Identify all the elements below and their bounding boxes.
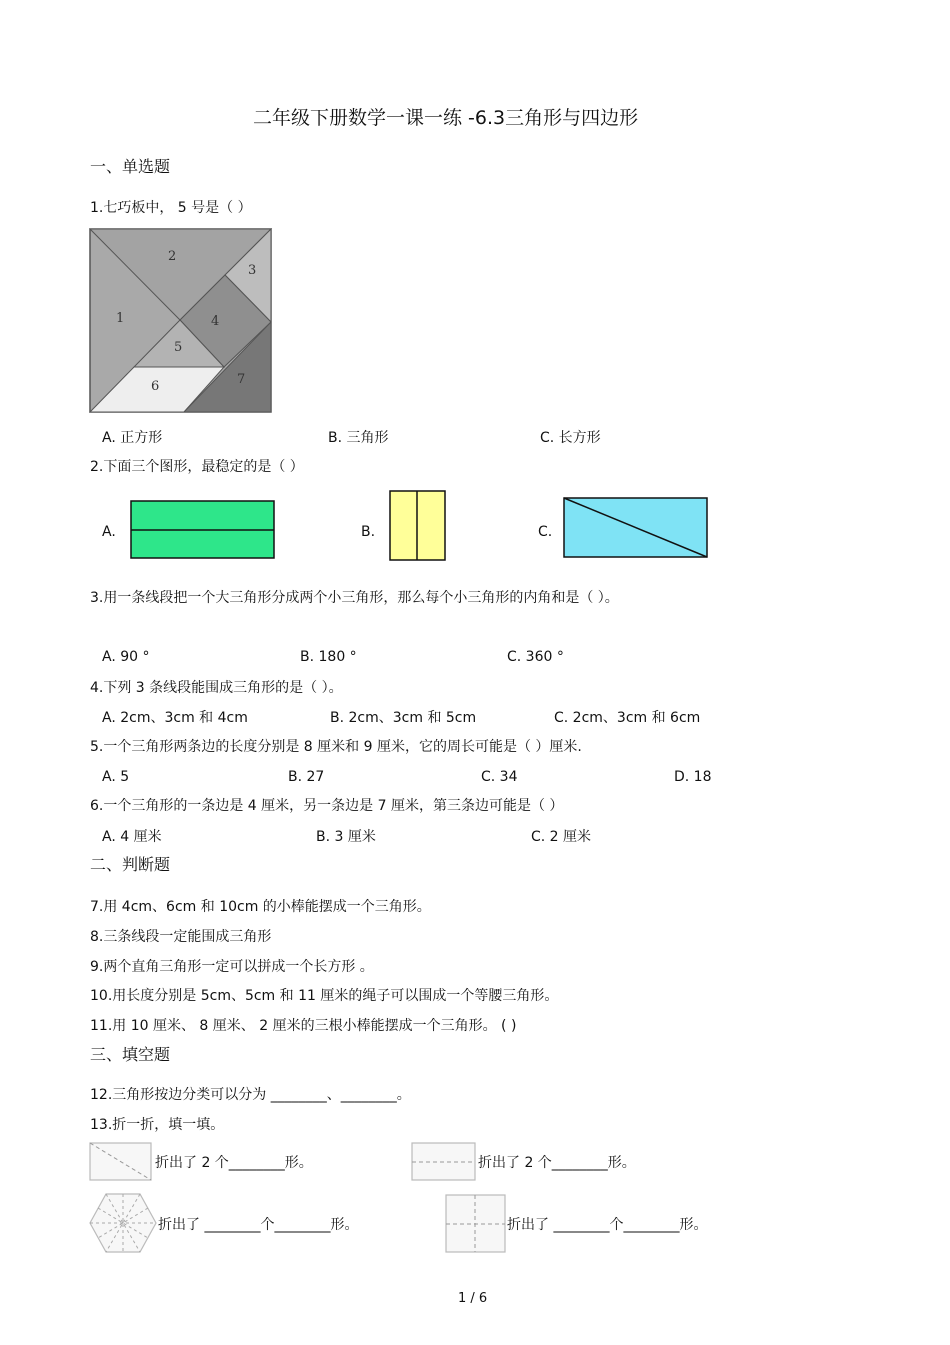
tangram-piece-5: 5	[174, 340, 183, 355]
q4-option-b[interactable]: B. 2cm、3cm 和 5cm	[330, 710, 477, 726]
question-5-text: 5.一个三角形两条边的长度分别是 8 厘米和 9 厘米，它的周长可能是（ ）厘米.	[90, 739, 582, 755]
q5-option-c[interactable]: C. 34	[481, 769, 518, 785]
judge-question-10: 10.用长度分别是 5cm、5cm 和 11 厘米的绳子可以围成一个等腰三角形。	[90, 988, 559, 1004]
q3-option-a[interactable]: A. 90 °	[102, 649, 150, 665]
q2-shape-c-rectangle	[563, 497, 709, 559]
q2-option-a[interactable]: A.	[102, 524, 116, 540]
question-1-text: 1.七巧板中， 5 号是（ ）	[90, 200, 252, 216]
q2-shape-b-rectangle	[389, 490, 447, 562]
question-12-text: 12.三角形按边分类可以分为 ________、________。	[90, 1087, 411, 1103]
tangram-piece-6: 6	[151, 379, 160, 394]
q4-option-a[interactable]: A. 2cm、3cm 和 4cm	[102, 710, 248, 726]
q13-fold-2-text: 折出了 2 个________形。	[478, 1155, 636, 1171]
section-heading-fill-blank: 三、填空题	[90, 1045, 171, 1064]
q5-option-b[interactable]: B. 27	[288, 769, 325, 785]
q3-option-b[interactable]: B. 180 °	[300, 649, 357, 665]
section-heading-single-choice: 一、单选题	[90, 157, 171, 176]
q6-option-a[interactable]: A. 4 厘米	[102, 829, 162, 845]
tangram-piece-7: 7	[237, 372, 246, 387]
q1-option-c[interactable]: C. 长方形	[540, 430, 601, 446]
tangram-piece-3: 3	[248, 263, 257, 278]
question-6-text: 6.一个三角形的一条边是 4 厘米，另一条边是 7 厘米，第三条边可能是（ ）	[90, 798, 564, 814]
q5-option-a[interactable]: A. 5	[102, 769, 130, 785]
q2-shape-a-rectangle	[130, 500, 276, 560]
fold-figure-diagonal-rectangle	[89, 1142, 153, 1182]
page-number: 1 / 6	[458, 1291, 488, 1306]
q1-option-b[interactable]: B. 三角形	[328, 430, 389, 446]
q6-option-b[interactable]: B. 3 厘米	[316, 829, 376, 845]
question-3-text: 3.用一条线段把一个大三角形分成两个小三角形，那么每个小三角形的内角和是（ ）。	[90, 590, 619, 606]
page-title: 二年级下册数学一课一练 -6.3三角形与四边形	[253, 107, 639, 129]
q13-fold-3-text: 折出了 ________个________形。	[158, 1217, 359, 1233]
q13-fold-4-text: 折出了 ________个________形。	[507, 1217, 708, 1233]
q2-option-c[interactable]: C.	[538, 524, 553, 540]
question-13-text: 13.折一折，填一填。	[90, 1117, 225, 1133]
tangram-piece-2: 2	[168, 249, 177, 264]
section-heading-true-false: 二、判断题	[90, 855, 171, 874]
fold-figure-horizontal-rectangle	[411, 1142, 477, 1182]
tangram-figure	[89, 228, 273, 414]
judge-question-8: 8.三条线段一定能围成三角形	[90, 929, 272, 945]
judge-question-7: 7.用 4cm、6cm 和 10cm 的小棒能摆成一个三角形。	[90, 899, 431, 915]
fold-figure-hexagon	[88, 1192, 158, 1254]
q3-option-c[interactable]: C. 360 °	[507, 649, 564, 665]
judge-question-9: 9.两个直角三角形一定可以拼成一个长方形 。	[90, 959, 374, 975]
q1-option-a[interactable]: A. 正方形	[102, 430, 163, 446]
tangram-piece-1: 1	[116, 311, 125, 326]
q4-option-c[interactable]: C. 2cm、3cm 和 6cm	[554, 710, 701, 726]
q2-option-b[interactable]: B.	[361, 524, 376, 540]
fold-figure-cross-rectangle	[445, 1194, 507, 1254]
tangram-piece-4: 4	[211, 314, 220, 329]
judge-question-11: 11.用 10 厘米、 8 厘米、 2 厘米的三根小棒能摆成一个三角形。 ( )	[90, 1018, 517, 1034]
q6-option-c[interactable]: C. 2 厘米	[531, 829, 592, 845]
q5-option-d[interactable]: D. 18	[674, 769, 712, 785]
q13-fold-1-text: 折出了 2 个________形。	[155, 1155, 313, 1171]
question-2-text: 2.下面三个图形，最稳定的是（ ）	[90, 459, 304, 475]
question-4-text: 4.下列 3 条线段能围成三角形的是（ ）。	[90, 680, 343, 696]
